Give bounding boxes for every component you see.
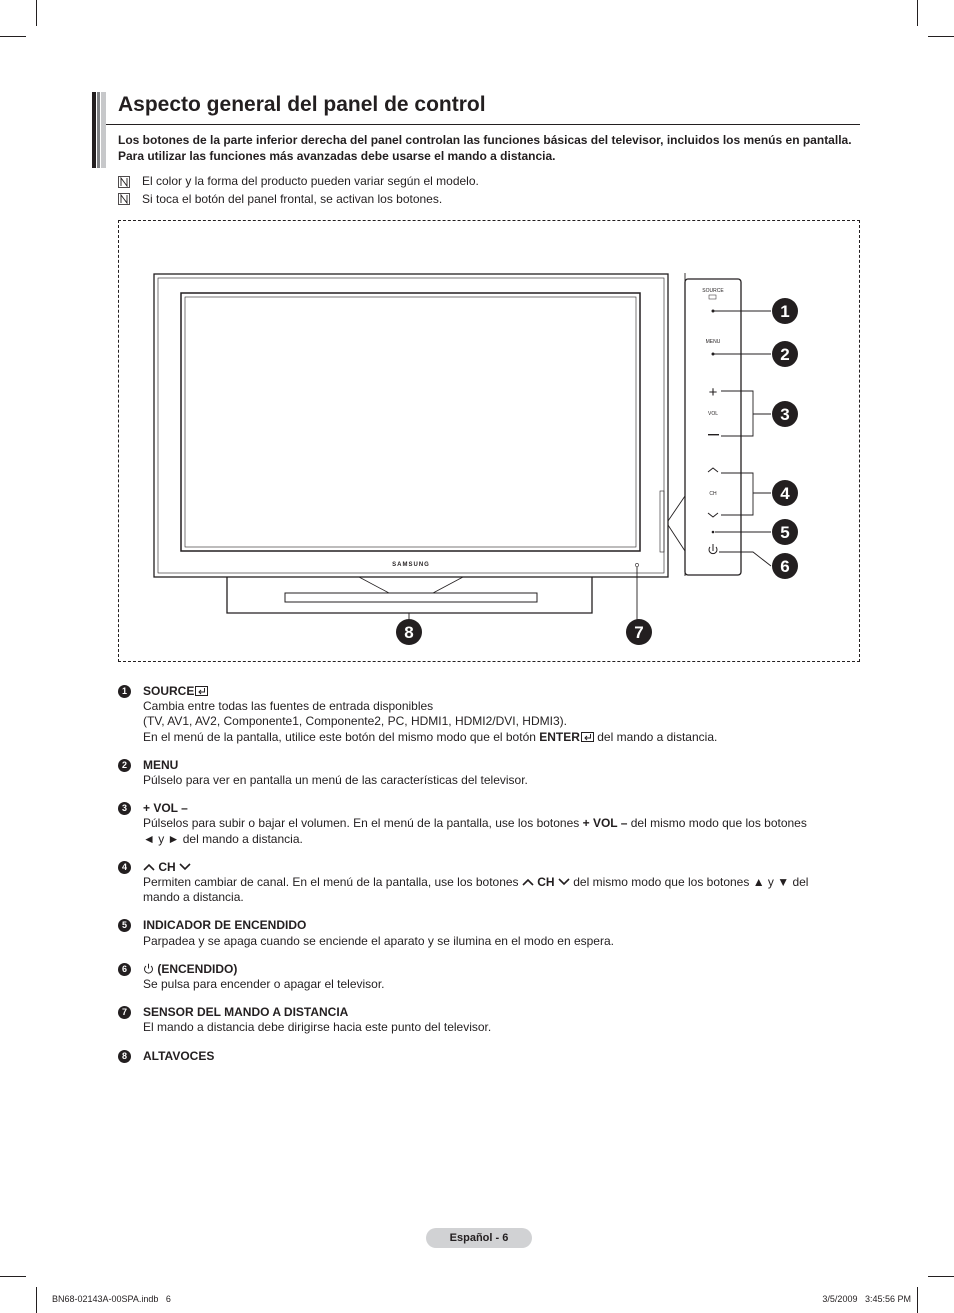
tv-diagram [118,220,860,662]
item-title: + VOL – [143,801,188,816]
power-icon [143,963,154,974]
item-desc: Púlselos para subir o bajar el volumen. En el menú de la pantalla, use los botones + VOL – del mismo modo que los botones [143,816,807,831]
panel-label-vol: VOL [707,411,719,417]
tv-screen [181,293,640,551]
item-title: (ENCENDIDO) [157,961,238,976]
item-desc: mando a distancia. [143,890,244,905]
item-desc: Se pulsa para encender o apagar el televisor. [143,977,385,992]
callout-number: 1 [780,302,790,321]
item-number: 1 [118,685,131,698]
item-desc: Parpadea y se apaga cuando se enciende el aparato y se ilumina en el modo en espera. [143,933,614,948]
list-item [118,801,848,847]
item-desc: En el menú de la pantalla, utilice este botón del mismo modo que el botón ENTER del mando a distancia. [143,729,718,744]
item-number: 2 [118,759,131,772]
note-icon [118,193,130,205]
callout-number: 4 [780,484,790,503]
callout-number: 3 [780,405,790,424]
note [118,191,479,209]
item-number: 6 [118,963,131,976]
note-icon [118,176,130,188]
page-number: Español - 6 [426,1228,532,1248]
panel-label-ch: CH [709,491,717,497]
crop-mark [917,0,918,26]
brand-logo: SAMSUNG [392,562,430,568]
file-slug: BN68-02143A-00SPA.indb 6 [52,1294,171,1304]
item-title: SOURCE [143,684,195,698]
intro-line: Para utilizar las funciones más avanzadas debe usarse el mando a distancia. [118,148,556,163]
list-item [118,1005,848,1035]
crop-mark [928,36,954,37]
list-item [118,962,848,992]
item-desc: El mando a distancia debe dirigirse hacia este punto del televisor. [143,1020,492,1035]
title-rule [106,124,860,125]
callout-2 [772,341,798,367]
item-desc: ◄ y ► del mando a distancia. [143,831,303,846]
item-heading [143,962,848,977]
panel-label-menu: MENU [705,339,721,345]
item-title: INDICADOR DE ENCENDIDO [143,918,307,933]
item-desc: Cambia entre todas las fuentes de entrada disponibles [143,699,434,714]
item-number: 3 [118,802,131,815]
vol-plus-icon: + [708,384,718,401]
callout-number: 6 [780,557,790,576]
item-number: 4 [118,861,131,874]
callout-5 [772,519,798,545]
crop-mark [917,1287,918,1313]
page-title: Aspecto general del panel de control [118,93,486,116]
section-marker [92,92,106,168]
list-item [118,684,848,745]
item-number: 5 [118,919,131,932]
enter-icon [195,686,208,696]
callout-number: 7 [634,623,644,642]
vol-minus-icon [708,434,719,435]
speaker-grille [285,593,537,602]
callout-number: 2 [780,345,790,364]
crop-mark [0,36,26,37]
crop-mark [0,1276,26,1277]
item-title: SENSOR DEL MANDO A DISTANCIA [143,1005,349,1020]
callout-1 [772,298,798,324]
item-title: CH [158,859,176,874]
list-item [118,860,848,906]
note-text: El color y la forma del producto pueden variar según el modelo. [142,174,479,188]
callout-number: 8 [404,623,414,642]
callout-7 [626,619,652,645]
crop-mark [36,0,37,26]
timestamp-slug: 3/5/2009 3:45:56 PM [822,1294,911,1304]
control-panel [685,279,741,575]
callout-6 [772,553,798,579]
enter-icon [581,732,594,742]
list-item [118,918,848,948]
chevron-down-icon [558,878,570,886]
tv-illustration [119,221,859,661]
intro-text [118,133,858,164]
callout-3 [772,401,798,427]
item-heading [143,860,848,875]
crop-mark [928,1276,954,1277]
item-heading [143,684,848,699]
item-desc: (TV, AV1, AV2, Componente1, Componente2, PC, HDMI1, HDMI2/DVI, HDMI3). [143,714,567,729]
list-item [118,758,848,788]
note-text: Si toca el botón del panel frontal, se activan los botones. [142,191,443,206]
item-number: 7 [118,1006,131,1019]
item-number: 8 [118,1050,131,1063]
item-title: MENU [143,757,179,772]
item-desc: Púlselo para ver en pantalla un menú de las características del televisor. [143,773,528,788]
chevron-up-icon [143,863,155,871]
callout-4 [772,480,798,506]
chevron-up-icon [522,878,534,886]
chevron-down-icon [179,863,191,871]
list-item [118,1049,848,1064]
power-indicator [712,531,715,534]
crop-mark [36,1287,37,1313]
item-title: ALTAVOCES [143,1048,215,1063]
note [118,173,479,191]
item-desc: Permiten cambiar de canal. En el menú de la pantalla, use los botones CH del mismo modo que los botones ▲ y ▼ del [143,875,809,890]
panel-label-source: SOURCE [702,288,724,294]
notes [118,173,479,208]
enter-label: ENTER [539,729,580,744]
intro-line: Los botones de la parte inferior derecha del panel controlan las funciones básicas del televisor, incluidos los menús en pantalla. [118,133,852,147]
callout-8 [396,619,422,645]
callout-number: 5 [780,523,790,542]
control-list [118,684,848,1077]
